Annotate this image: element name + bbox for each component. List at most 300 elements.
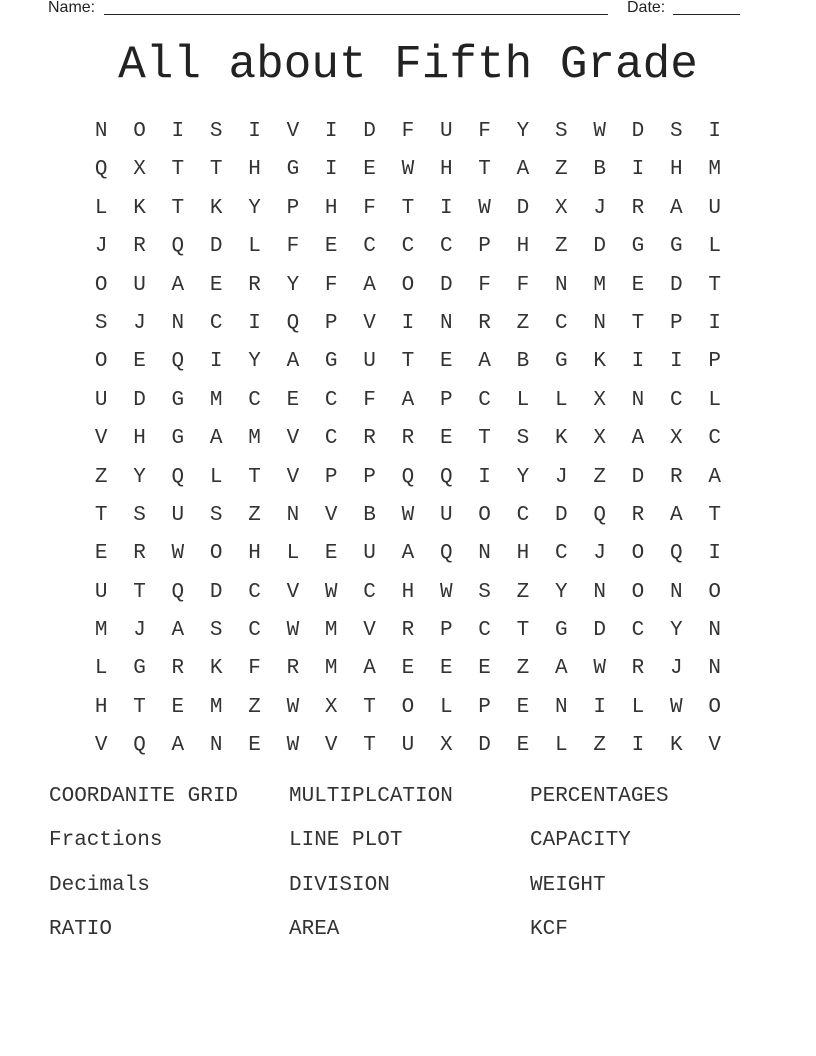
grid-letter[interactable]: W: [286, 619, 300, 643]
grid-letter[interactable]: J: [593, 196, 606, 220]
grid-letter[interactable]: Y: [248, 196, 261, 220]
grid-letter[interactable]: N: [171, 311, 185, 335]
grid-letter[interactable]: F: [401, 120, 415, 143]
grid-letter[interactable]: O: [209, 542, 223, 566]
grid-letter[interactable]: N: [593, 580, 606, 604]
grid-letter[interactable]: J: [670, 657, 683, 681]
word-list-item: COORDANITE GRID: [49, 785, 239, 808]
grid-letter[interactable]: V: [94, 427, 108, 451]
grid-letter[interactable]: R: [363, 427, 376, 451]
grid-letter[interactable]: T: [171, 196, 185, 220]
grid-letter[interactable]: I: [708, 120, 721, 143]
grid-letter[interactable]: Z: [516, 311, 530, 335]
grid-letter[interactable]: W: [286, 734, 300, 758]
grid-letter[interactable]: C: [670, 388, 683, 412]
grid-row: [82, 151, 734, 189]
grid-letter[interactable]: O: [708, 695, 721, 719]
date-blank-line[interactable]: [673, 14, 740, 15]
grid-letter[interactable]: Q: [94, 158, 108, 182]
grid-letter[interactable]: I: [631, 350, 645, 374]
grid-letter[interactable]: U: [94, 388, 108, 412]
grid-letter[interactable]: T: [401, 196, 415, 220]
grid-letter[interactable]: C: [554, 311, 568, 335]
grid-letter[interactable]: Q: [439, 542, 453, 566]
grid-letter[interactable]: D: [670, 273, 683, 297]
grid-letter[interactable]: U: [401, 734, 415, 758]
grid-letter[interactable]: Y: [516, 465, 530, 489]
grid-letter[interactable]: L: [708, 235, 721, 259]
grid-letter[interactable]: Y: [554, 580, 568, 604]
grid-letter[interactable]: I: [670, 350, 683, 374]
grid-letter[interactable]: R: [401, 619, 415, 643]
grid-letter[interactable]: W: [401, 503, 415, 527]
grid-letter[interactable]: G: [670, 235, 683, 259]
grid-letter[interactable]: Z: [554, 158, 568, 182]
grid-letter[interactable]: J: [133, 619, 146, 643]
grid-letter[interactable]: X: [439, 734, 453, 758]
grid-letter[interactable]: D: [631, 120, 645, 143]
grid-letter[interactable]: T: [708, 273, 721, 297]
grid-letter[interactable]: H: [324, 196, 338, 220]
name-blank-line[interactable]: [104, 14, 608, 15]
grid-letter[interactable]: N: [670, 580, 683, 604]
grid-letter[interactable]: G: [324, 350, 338, 374]
grid-letter[interactable]: M: [94, 619, 108, 643]
grid-letter[interactable]: B: [516, 350, 530, 374]
grid-letter[interactable]: H: [670, 158, 683, 182]
grid-letter[interactable]: N: [554, 273, 568, 297]
grid-letter[interactable]: Z: [554, 235, 568, 259]
grid-letter[interactable]: Q: [171, 235, 185, 259]
grid-letter[interactable]: V: [286, 580, 300, 604]
grid-letter[interactable]: O: [94, 273, 108, 297]
grid-letter[interactable]: Z: [593, 465, 606, 489]
grid-letter[interactable]: Q: [439, 465, 453, 489]
grid-letter[interactable]: V: [286, 465, 300, 489]
grid-letter[interactable]: T: [516, 619, 530, 643]
grid-letter[interactable]: T: [478, 158, 491, 182]
grid-letter[interactable]: Q: [171, 350, 185, 374]
grid-letter[interactable]: M: [209, 695, 223, 719]
grid-letter[interactable]: W: [478, 196, 491, 220]
grid-letter[interactable]: H: [133, 427, 146, 451]
word-list-item: Fractions: [49, 829, 163, 853]
grid-letter[interactable]: N: [94, 120, 108, 143]
grid-letter[interactable]: H: [516, 542, 530, 566]
grid-letter[interactable]: K: [593, 350, 606, 374]
grid-letter[interactable]: O: [133, 120, 146, 143]
grid-letter[interactable]: B: [593, 158, 606, 182]
grid-letter[interactable]: C: [248, 388, 261, 412]
grid-letter[interactable]: T: [248, 465, 261, 489]
grid-letter[interactable]: O: [401, 695, 415, 719]
grid-letter[interactable]: N: [708, 657, 721, 681]
grid-letter[interactable]: F: [286, 235, 300, 259]
grid-letter[interactable]: D: [439, 273, 453, 297]
grid-letter[interactable]: A: [171, 273, 185, 297]
grid-letter[interactable]: U: [363, 542, 376, 566]
grid-letter[interactable]: F: [324, 273, 338, 297]
grid-letter[interactable]: A: [401, 388, 415, 412]
grid-letter[interactable]: U: [171, 503, 185, 527]
grid-letter[interactable]: F: [478, 120, 491, 143]
grid-letter[interactable]: L: [286, 542, 300, 566]
grid-letter[interactable]: G: [171, 388, 185, 412]
grid-letter[interactable]: M: [324, 657, 338, 681]
grid-letter[interactable]: L: [708, 388, 721, 412]
grid-letter[interactable]: Z: [516, 580, 530, 604]
grid-letter[interactable]: P: [478, 695, 491, 719]
grid-letter[interactable]: Q: [171, 580, 185, 604]
grid-letter[interactable]: D: [478, 734, 491, 758]
grid-letter[interactable]: A: [670, 196, 683, 220]
grid-letter[interactable]: A: [631, 427, 645, 451]
grid-letter[interactable]: T: [171, 158, 185, 182]
grid-letter[interactable]: P: [708, 350, 721, 374]
grid-letter[interactable]: K: [133, 196, 146, 220]
grid-letter[interactable]: H: [439, 158, 453, 182]
grid-letter[interactable]: R: [133, 542, 146, 566]
grid-letter[interactable]: S: [133, 503, 146, 527]
grid-letter[interactable]: E: [324, 542, 338, 566]
grid-letter[interactable]: R: [631, 503, 645, 527]
grid-letter[interactable]: I: [593, 695, 606, 719]
grid-letter[interactable]: U: [94, 580, 108, 604]
grid-letter[interactable]: E: [401, 657, 415, 681]
grid-letter[interactable]: D: [209, 235, 223, 259]
grid-letter[interactable]: S: [554, 120, 568, 143]
grid-letter[interactable]: E: [94, 542, 108, 566]
grid-letter[interactable]: G: [171, 427, 185, 451]
grid-letter[interactable]: Y: [516, 120, 530, 143]
grid-letter[interactable]: E: [363, 158, 376, 182]
grid-letter[interactable]: W: [670, 695, 683, 719]
grid-letter[interactable]: L: [94, 196, 108, 220]
grid-letter[interactable]: C: [439, 235, 453, 259]
grid-letter[interactable]: J: [133, 311, 146, 335]
grid-letter[interactable]: Z: [248, 503, 261, 527]
grid-letter[interactable]: E: [516, 695, 530, 719]
grid-letter[interactable]: L: [554, 388, 568, 412]
grid-letter[interactable]: T: [363, 695, 376, 719]
grid-letter[interactable]: A: [516, 158, 530, 182]
grid-letter[interactable]: C: [363, 235, 376, 259]
grid-letter[interactable]: Y: [133, 465, 146, 489]
grid-letter[interactable]: M: [593, 273, 606, 297]
grid-letter[interactable]: U: [133, 273, 146, 297]
grid-letter[interactable]: C: [478, 388, 491, 412]
grid-letter[interactable]: T: [631, 311, 645, 335]
grid-letter[interactable]: L: [631, 695, 645, 719]
grid-letter[interactable]: T: [209, 158, 223, 182]
grid-letter[interactable]: S: [516, 427, 530, 451]
grid-letter[interactable]: M: [324, 619, 338, 643]
grid-letter[interactable]: I: [708, 311, 721, 335]
grid-letter[interactable]: R: [171, 657, 185, 681]
grid-letter[interactable]: C: [631, 619, 645, 643]
grid-letter[interactable]: I: [401, 311, 415, 335]
grid-letter[interactable]: H: [401, 580, 415, 604]
grid-letter[interactable]: T: [363, 734, 376, 758]
grid-letter[interactable]: N: [209, 734, 223, 758]
grid-letter[interactable]: C: [516, 503, 530, 527]
grid-letter[interactable]: A: [171, 734, 185, 758]
grid-letter[interactable]: Q: [670, 542, 683, 566]
grid-letter[interactable]: L: [209, 465, 223, 489]
grid-letter[interactable]: E: [209, 273, 223, 297]
grid-letter[interactable]: E: [324, 235, 338, 259]
grid-letter[interactable]: Z: [248, 695, 261, 719]
grid-letter[interactable]: G: [554, 619, 568, 643]
grid-letter[interactable]: O: [94, 350, 108, 374]
grid-letter[interactable]: T: [708, 503, 721, 527]
grid-letter[interactable]: S: [478, 580, 491, 604]
grid-letter[interactable]: S: [209, 120, 223, 143]
grid-letter[interactable]: Y: [286, 273, 300, 297]
grid-letter[interactable]: A: [554, 657, 568, 681]
grid-letter[interactable]: R: [631, 657, 645, 681]
grid-letter[interactable]: C: [248, 580, 261, 604]
grid-letter[interactable]: L: [516, 388, 530, 412]
grid-letter[interactable]: D: [554, 503, 568, 527]
grid-letter[interactable]: A: [401, 542, 415, 566]
grid-letter[interactable]: V: [324, 734, 338, 758]
grid-letter[interactable]: Q: [133, 734, 146, 758]
grid-letter[interactable]: I: [324, 158, 338, 182]
grid-letter[interactable]: P: [363, 465, 376, 489]
grid-letter[interactable]: A: [670, 503, 683, 527]
grid-letter[interactable]: R: [286, 657, 300, 681]
grid-letter[interactable]: O: [631, 580, 645, 604]
grid-letter[interactable]: X: [133, 158, 146, 182]
grid-letter[interactable]: S: [670, 120, 683, 143]
grid-letter[interactable]: X: [670, 427, 683, 451]
grid-letter[interactable]: P: [478, 235, 491, 259]
grid-letter[interactable]: C: [324, 388, 338, 412]
grid-letter[interactable]: F: [516, 273, 530, 297]
grid-letter[interactable]: R: [631, 196, 645, 220]
grid-letter[interactable]: O: [478, 503, 491, 527]
grid-letter[interactable]: A: [708, 465, 721, 489]
grid-letter[interactable]: D: [593, 619, 606, 643]
grid-letter[interactable]: I: [171, 120, 185, 143]
grid-letter[interactable]: I: [324, 120, 338, 143]
grid-letter[interactable]: P: [324, 465, 338, 489]
grid-letter[interactable]: V: [324, 503, 338, 527]
grid-letter[interactable]: H: [94, 695, 108, 719]
grid-letter[interactable]: B: [363, 503, 376, 527]
grid-row: [82, 689, 734, 727]
grid-letter[interactable]: X: [324, 695, 338, 719]
grid-row: [82, 228, 734, 266]
grid-letter[interactable]: Q: [593, 503, 606, 527]
grid-letter[interactable]: N: [286, 503, 300, 527]
grid-letter[interactable]: C: [248, 619, 261, 643]
grid-letter[interactable]: F: [248, 657, 261, 681]
grid-letter[interactable]: N: [439, 311, 453, 335]
grid-letter[interactable]: G: [133, 657, 146, 681]
grid-letter[interactable]: W: [171, 542, 185, 566]
grid-letter[interactable]: T: [478, 427, 491, 451]
grid-letter[interactable]: I: [209, 350, 223, 374]
grid-letter[interactable]: A: [171, 619, 185, 643]
grid-letter[interactable]: R: [401, 427, 415, 451]
grid-letter[interactable]: K: [670, 734, 683, 758]
grid-letter[interactable]: E: [439, 350, 453, 374]
grid-letter[interactable]: X: [554, 196, 568, 220]
grid-letter[interactable]: U: [363, 350, 376, 374]
grid-letter[interactable]: V: [94, 734, 108, 758]
grid-letter[interactable]: L: [248, 235, 261, 259]
grid-letter[interactable]: X: [593, 388, 606, 412]
grid-letter[interactable]: L: [439, 695, 453, 719]
grid-letter[interactable]: U: [708, 196, 721, 220]
grid-letter[interactable]: A: [478, 350, 491, 374]
grid-letter[interactable]: R: [248, 273, 261, 297]
grid-letter[interactable]: Z: [94, 465, 108, 489]
grid-letter[interactable]: D: [516, 196, 530, 220]
grid-letter[interactable]: O: [401, 273, 415, 297]
name-label: Name:: [48, 0, 96, 16]
grid-letter[interactable]: C: [363, 580, 376, 604]
grid-letter[interactable]: T: [401, 350, 415, 374]
grid-letter[interactable]: M: [209, 388, 223, 412]
grid-letter[interactable]: Z: [593, 734, 606, 758]
grid-letter[interactable]: W: [593, 657, 606, 681]
grid-row: [82, 727, 734, 765]
grid-letter[interactable]: A: [209, 427, 223, 451]
grid-letter[interactable]: P: [286, 196, 300, 220]
grid-letter[interactable]: N: [554, 695, 568, 719]
grid-letter[interactable]: D: [593, 235, 606, 259]
grid-letter[interactable]: E: [631, 273, 645, 297]
grid-letter[interactable]: U: [439, 120, 453, 143]
grid-letter[interactable]: I: [708, 542, 721, 566]
grid-letter[interactable]: R: [478, 311, 491, 335]
grid-letter[interactable]: P: [670, 311, 683, 335]
grid-letter[interactable]: Z: [516, 657, 530, 681]
grid-letter[interactable]: D: [133, 388, 146, 412]
grid-letter[interactable]: X: [593, 427, 606, 451]
grid-letter[interactable]: E: [478, 657, 491, 681]
grid-letter[interactable]: N: [478, 542, 491, 566]
grid-letter[interactable]: J: [593, 542, 606, 566]
grid-letter[interactable]: T: [133, 580, 146, 604]
grid-letter[interactable]: J: [554, 465, 568, 489]
grid-letter[interactable]: C: [324, 427, 338, 451]
grid-letter[interactable]: W: [439, 580, 453, 604]
grid-letter[interactable]: M: [248, 427, 261, 451]
grid-letter[interactable]: N: [708, 619, 721, 643]
grid-letter[interactable]: E: [286, 388, 300, 412]
grid-letter[interactable]: K: [554, 427, 568, 451]
grid-letter[interactable]: I: [631, 734, 645, 758]
grid-letter[interactable]: W: [593, 120, 606, 143]
grid-letter[interactable]: S: [94, 311, 108, 335]
grid-letter[interactable]: E: [133, 350, 146, 374]
grid-letter[interactable]: F: [363, 388, 376, 412]
grid-letter[interactable]: R: [670, 465, 683, 489]
grid-letter[interactable]: C: [401, 235, 415, 259]
grid-letter[interactable]: C: [554, 542, 568, 566]
grid-letter[interactable]: I: [631, 158, 645, 182]
grid-letter[interactable]: V: [708, 734, 721, 758]
grid-letter[interactable]: V: [286, 120, 300, 143]
grid-letter[interactable]: L: [94, 657, 108, 681]
grid-letter[interactable]: Q: [171, 465, 185, 489]
grid-letter[interactable]: R: [133, 235, 146, 259]
grid-letter[interactable]: F: [478, 273, 491, 297]
grid-letter[interactable]: F: [363, 196, 376, 220]
grid-letter[interactable]: D: [209, 580, 223, 604]
word-list-item: AREA: [289, 917, 340, 941]
grid-letter[interactable]: C: [209, 311, 223, 335]
word-list-item: RATIO: [49, 917, 113, 941]
grid-letter[interactable]: I: [248, 311, 261, 335]
grid-letter[interactable]: A: [363, 657, 376, 681]
grid-letter[interactable]: L: [554, 734, 568, 758]
grid-letter[interactable]: A: [286, 350, 300, 374]
grid-letter[interactable]: V: [363, 619, 376, 643]
grid-letter[interactable]: G: [631, 235, 645, 259]
grid-letter[interactable]: E: [516, 734, 530, 758]
grid-letter[interactable]: A: [363, 273, 376, 297]
grid-letter[interactable]: W: [401, 158, 415, 182]
grid-letter[interactable]: E: [439, 427, 453, 451]
grid-letter[interactable]: E: [439, 657, 453, 681]
grid-letter[interactable]: U: [439, 503, 453, 527]
grid-letter[interactable]: H: [516, 235, 530, 259]
grid-letter[interactable]: W: [286, 695, 300, 719]
grid-letter[interactable]: E: [248, 734, 261, 758]
grid-letter[interactable]: G: [554, 350, 568, 374]
grid-letter[interactable]: K: [209, 657, 223, 681]
grid-letter[interactable]: W: [324, 580, 338, 604]
grid-letter[interactable]: I: [439, 196, 453, 220]
grid-letter[interactable]: P: [439, 388, 453, 412]
grid-letter[interactable]: I: [478, 465, 491, 489]
grid-letter[interactable]: C: [478, 619, 491, 643]
grid-letter[interactable]: D: [631, 465, 645, 489]
grid-letter[interactable]: T: [133, 695, 146, 719]
grid-letter[interactable]: D: [363, 120, 376, 143]
grid-letter[interactable]: P: [439, 619, 453, 643]
grid-letter[interactable]: C: [708, 427, 721, 451]
grid-letter[interactable]: I: [248, 120, 261, 143]
grid-letter[interactable]: N: [593, 311, 606, 335]
grid-letter[interactable]: E: [171, 695, 185, 719]
grid-letter[interactable]: J: [94, 235, 108, 259]
grid-letter[interactable]: G: [286, 158, 300, 182]
grid-letter[interactable]: M: [708, 158, 721, 182]
grid-letter[interactable]: P: [324, 311, 338, 335]
grid-letter[interactable]: S: [209, 503, 223, 527]
grid-letter[interactable]: V: [363, 311, 376, 335]
grid-letter[interactable]: H: [248, 158, 261, 182]
grid-letter[interactable]: O: [708, 580, 721, 604]
grid-letter[interactable]: V: [286, 427, 300, 451]
grid-letter[interactable]: N: [631, 388, 645, 412]
grid-letter[interactable]: K: [209, 196, 223, 220]
grid-letter[interactable]: Q: [401, 465, 415, 489]
grid-letter[interactable]: S: [209, 619, 223, 643]
grid-letter[interactable]: Y: [248, 350, 261, 374]
grid-letter[interactable]: O: [631, 542, 645, 566]
grid-letter[interactable]: T: [94, 503, 108, 527]
grid-letter[interactable]: Y: [670, 619, 683, 643]
grid-letter[interactable]: Q: [286, 311, 300, 335]
grid-letter[interactable]: H: [248, 542, 261, 566]
